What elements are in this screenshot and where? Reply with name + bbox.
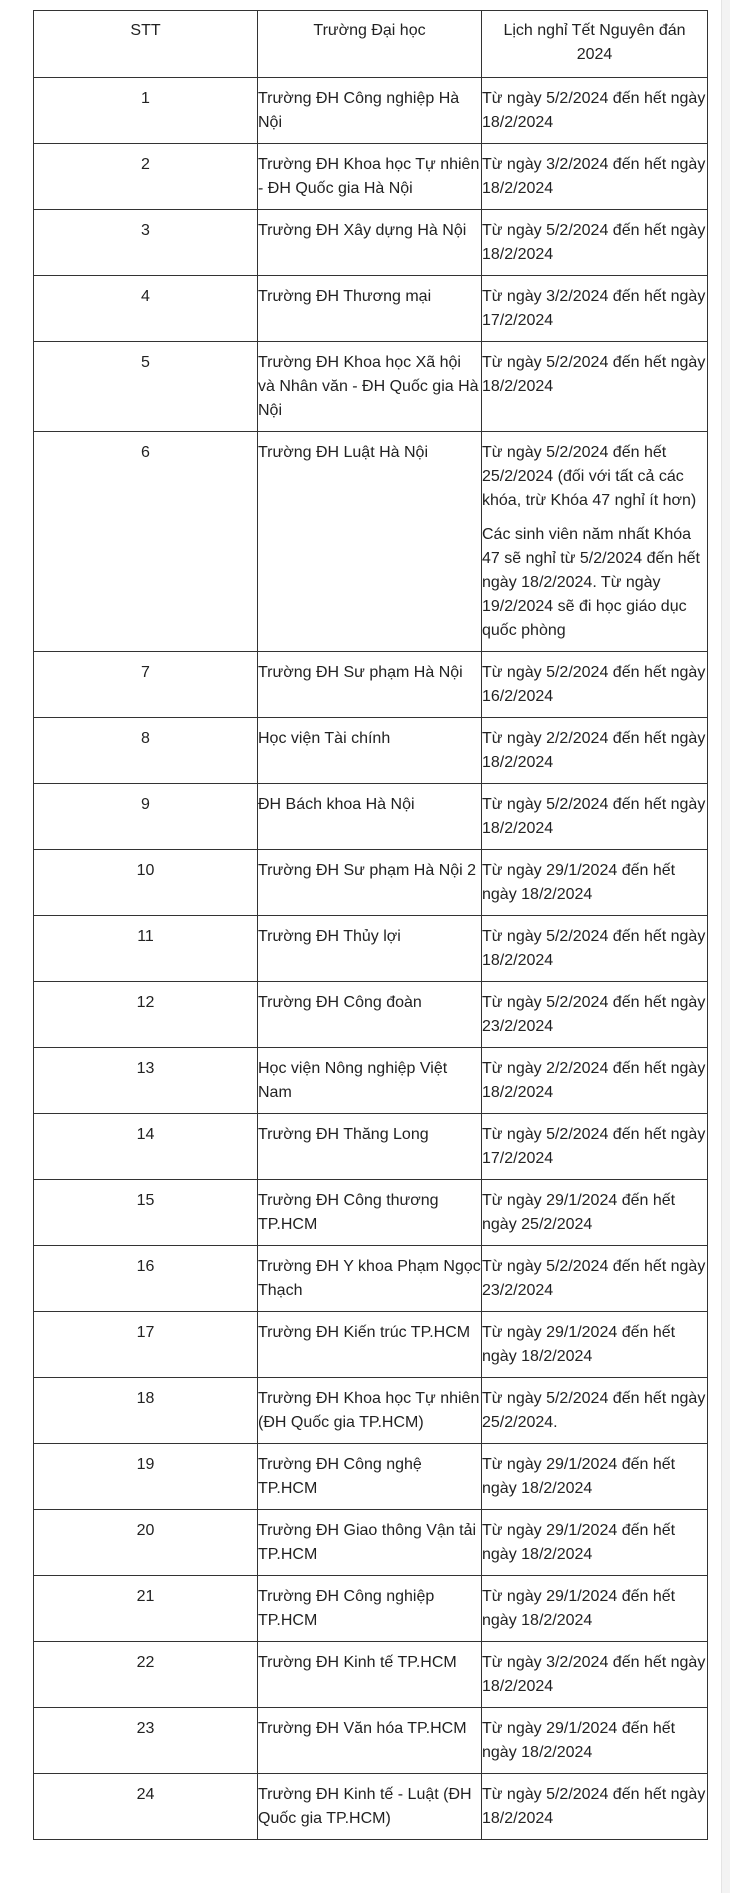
holiday-period-text: Từ ngày 29/1/2024 đến hết ngày 18/2/2024 <box>482 862 676 903</box>
row-stt: 15 <box>34 1180 258 1246</box>
row-holiday-period <box>482 1378 708 1444</box>
row-holiday-period <box>482 432 708 652</box>
row-holiday-period <box>482 982 708 1048</box>
table-row <box>34 784 708 850</box>
table-row <box>34 718 708 784</box>
holiday-period-text: Từ ngày 29/1/2024 đến hết ngày 18/2/2024 <box>482 1588 676 1629</box>
row-school-name: Trường ĐH Kinh tế - Luật (ĐH Quốc gia TP.HCM) <box>258 1774 482 1840</box>
table-body <box>34 78 708 1840</box>
row-holiday-period <box>482 652 708 718</box>
table-row <box>34 1444 708 1510</box>
row-holiday-period <box>482 1576 708 1642</box>
holiday-period-text: Từ ngày 5/2/2024 đến hết 25/2/2024 (đối với tất cả các khóa, trừ Khóa 47 nghỉ ít hơn) <box>482 444 697 509</box>
row-school-name: Trường ĐH Thăng Long <box>258 1114 482 1180</box>
row-holiday-period <box>482 78 708 144</box>
row-stt: 7 <box>34 652 258 718</box>
table-row <box>34 1378 708 1444</box>
scrollbar-track[interactable] <box>721 0 730 1893</box>
table-row <box>34 432 708 652</box>
row-school-name: Trường ĐH Công thương TP.HCM <box>258 1180 482 1246</box>
row-stt: 10 <box>34 850 258 916</box>
holiday-period-text: Từ ngày 2/2/2024 đến hết ngày 18/2/2024 <box>482 730 706 771</box>
holiday-period-text: Từ ngày 2/2/2024 đến hết ngày 18/2/2024 <box>482 1060 706 1101</box>
row-stt: 16 <box>34 1246 258 1312</box>
row-school-name: Trường ĐH Sư phạm Hà Nội 2 <box>258 850 482 916</box>
holiday-period-text: Từ ngày 5/2/2024 đến hết ngày 18/2/2024 <box>482 222 706 263</box>
row-school-name: Học viện Nông nghiệp Việt Nam <box>258 1048 482 1114</box>
row-school-name: Trường ĐH Xây dựng Hà Nội <box>258 210 482 276</box>
header-stt: STT <box>34 11 258 78</box>
row-holiday-period <box>482 1642 708 1708</box>
table-row <box>34 1576 708 1642</box>
row-stt: 5 <box>34 342 258 432</box>
table-row <box>34 276 708 342</box>
header-period: Lịch nghỉ Tết Nguyên đán 2024 <box>482 11 708 78</box>
row-school-name: Trường ĐH Công đoàn <box>258 982 482 1048</box>
row-stt: 4 <box>34 276 258 342</box>
table-row <box>34 1774 708 1840</box>
row-stt: 19 <box>34 1444 258 1510</box>
table-row <box>34 982 708 1048</box>
row-stt: 3 <box>34 210 258 276</box>
row-school-name: Trường ĐH Y khoa Phạm Ngọc Thạch <box>258 1246 482 1312</box>
row-school-name: Trường ĐH Khoa học Tự nhiên (ĐH Quốc gia TP.HCM) <box>258 1378 482 1444</box>
row-school-name: Trường ĐH Kinh tế TP.HCM <box>258 1642 482 1708</box>
row-stt: 21 <box>34 1576 258 1642</box>
row-school-name: Trường ĐH Công nghiệp Hà Nội <box>258 78 482 144</box>
row-stt: 23 <box>34 1708 258 1774</box>
row-holiday-period <box>482 210 708 276</box>
table-row <box>34 1312 708 1378</box>
holiday-period-text: Từ ngày 5/2/2024 đến hết ngày 17/2/2024 <box>482 1126 706 1167</box>
row-school-name: Trường ĐH Văn hóa TP.HCM <box>258 1708 482 1774</box>
tet-holiday-schedule-table <box>33 10 708 1840</box>
row-holiday-period <box>482 276 708 342</box>
row-stt: 9 <box>34 784 258 850</box>
row-holiday-period <box>482 1510 708 1576</box>
holiday-period-text: Từ ngày 5/2/2024 đến hết ngày 18/2/2024 <box>482 796 706 837</box>
row-school-name: Trường ĐH Kiến trúc TP.HCM <box>258 1312 482 1378</box>
row-holiday-period <box>482 784 708 850</box>
table-row <box>34 144 708 210</box>
row-holiday-period <box>482 1114 708 1180</box>
holiday-period-text: Từ ngày 29/1/2024 đến hết ngày 18/2/2024 <box>482 1720 676 1761</box>
holiday-period-text: Từ ngày 5/2/2024 đến hết ngày 16/2/2024 <box>482 664 706 705</box>
row-school-name: Trường ĐH Công nghệ TP.HCM <box>258 1444 482 1510</box>
row-school-name: Trường ĐH Thủy lợi <box>258 916 482 982</box>
table-row <box>34 850 708 916</box>
table-row <box>34 916 708 982</box>
row-school-name: Trường ĐH Công nghiệp TP.HCM <box>258 1576 482 1642</box>
row-holiday-period <box>482 1444 708 1510</box>
row-holiday-period <box>482 718 708 784</box>
row-stt: 6 <box>34 432 258 652</box>
holiday-period-text: Từ ngày 5/2/2024 đến hết ngày 23/2/2024 <box>482 994 706 1035</box>
holiday-period-text: Từ ngày 3/2/2024 đến hết ngày 17/2/2024 <box>482 288 706 329</box>
table-row <box>34 210 708 276</box>
table-row <box>34 652 708 718</box>
table-row <box>34 1708 708 1774</box>
row-holiday-period <box>482 850 708 916</box>
row-stt: 8 <box>34 718 258 784</box>
row-stt: 14 <box>34 1114 258 1180</box>
table-row <box>34 1114 708 1180</box>
row-stt: 11 <box>34 916 258 982</box>
row-holiday-period <box>482 342 708 432</box>
row-school-name: Trường ĐH Khoa học Xã hội và Nhân văn - ĐH Quốc gia Hà Nội <box>258 342 482 432</box>
row-school-name: Trường ĐH Khoa học Tự nhiên - ĐH Quốc gia Hà Nội <box>258 144 482 210</box>
row-holiday-period <box>482 916 708 982</box>
row-holiday-period <box>482 1180 708 1246</box>
holiday-period-text: Từ ngày 5/2/2024 đến hết ngày 25/2/2024. <box>482 1390 706 1431</box>
table-row <box>34 1048 708 1114</box>
holiday-period-text: Từ ngày 3/2/2024 đến hết ngày 18/2/2024 <box>482 1654 706 1695</box>
table-row <box>34 1510 708 1576</box>
row-stt: 20 <box>34 1510 258 1576</box>
row-stt: 13 <box>34 1048 258 1114</box>
row-holiday-period <box>482 1774 708 1840</box>
row-holiday-period <box>482 144 708 210</box>
table-row <box>34 1246 708 1312</box>
holiday-period-text: Từ ngày 29/1/2024 đến hết ngày 18/2/2024 <box>482 1324 676 1365</box>
holiday-period-text: Từ ngày 29/1/2024 đến hết ngày 18/2/2024 <box>482 1522 676 1563</box>
row-school-name: Trường ĐH Luật Hà Nội <box>258 432 482 652</box>
holiday-period-text: Từ ngày 5/2/2024 đến hết ngày 18/2/2024 <box>482 90 706 131</box>
holiday-period-text: Từ ngày 5/2/2024 đến hết ngày 18/2/2024 <box>482 928 706 969</box>
row-school-name: Trường ĐH Sư phạm Hà Nội <box>258 652 482 718</box>
row-school-name: Trường ĐH Giao thông Vận tải TP.HCM <box>258 1510 482 1576</box>
row-school-name: ĐH Bách khoa Hà Nội <box>258 784 482 850</box>
holiday-period-text: Các sinh viên năm nhất Khóa 47 sẽ nghỉ từ 5/2/2024 đến hết ngày 18/2/2024. Từ ngày 19/2/2024 sẽ đi học giáo dục quốc phòng <box>482 526 700 639</box>
header-school: Trường Đại học <box>258 11 482 78</box>
holiday-period-text: Từ ngày 5/2/2024 đến hết ngày 18/2/2024 <box>482 354 706 395</box>
row-holiday-period <box>482 1708 708 1774</box>
row-holiday-period <box>482 1312 708 1378</box>
row-school-name: Trường ĐH Thương mại <box>258 276 482 342</box>
holiday-period-text: Từ ngày 3/2/2024 đến hết ngày 18/2/2024 <box>482 156 706 197</box>
table-row <box>34 1642 708 1708</box>
row-stt: 22 <box>34 1642 258 1708</box>
holiday-period-text: Từ ngày 29/1/2024 đến hết ngày 25/2/2024 <box>482 1192 676 1233</box>
row-holiday-period <box>482 1246 708 1312</box>
row-school-name: Học viện Tài chính <box>258 718 482 784</box>
table-row <box>34 342 708 432</box>
row-stt: 18 <box>34 1378 258 1444</box>
row-stt: 24 <box>34 1774 258 1840</box>
holiday-period-text: Từ ngày 5/2/2024 đến hết ngày 18/2/2024 <box>482 1786 706 1827</box>
header-row <box>34 11 708 78</box>
holiday-period-text: Từ ngày 29/1/2024 đến hết ngày 18/2/2024 <box>482 1456 676 1497</box>
table-row <box>34 1180 708 1246</box>
row-stt: 12 <box>34 982 258 1048</box>
row-stt: 2 <box>34 144 258 210</box>
row-holiday-period <box>482 1048 708 1114</box>
table-row <box>34 78 708 144</box>
holiday-period-text: Từ ngày 5/2/2024 đến hết ngày 23/2/2024 <box>482 1258 706 1299</box>
row-stt: 17 <box>34 1312 258 1378</box>
row-stt: 1 <box>34 78 258 144</box>
